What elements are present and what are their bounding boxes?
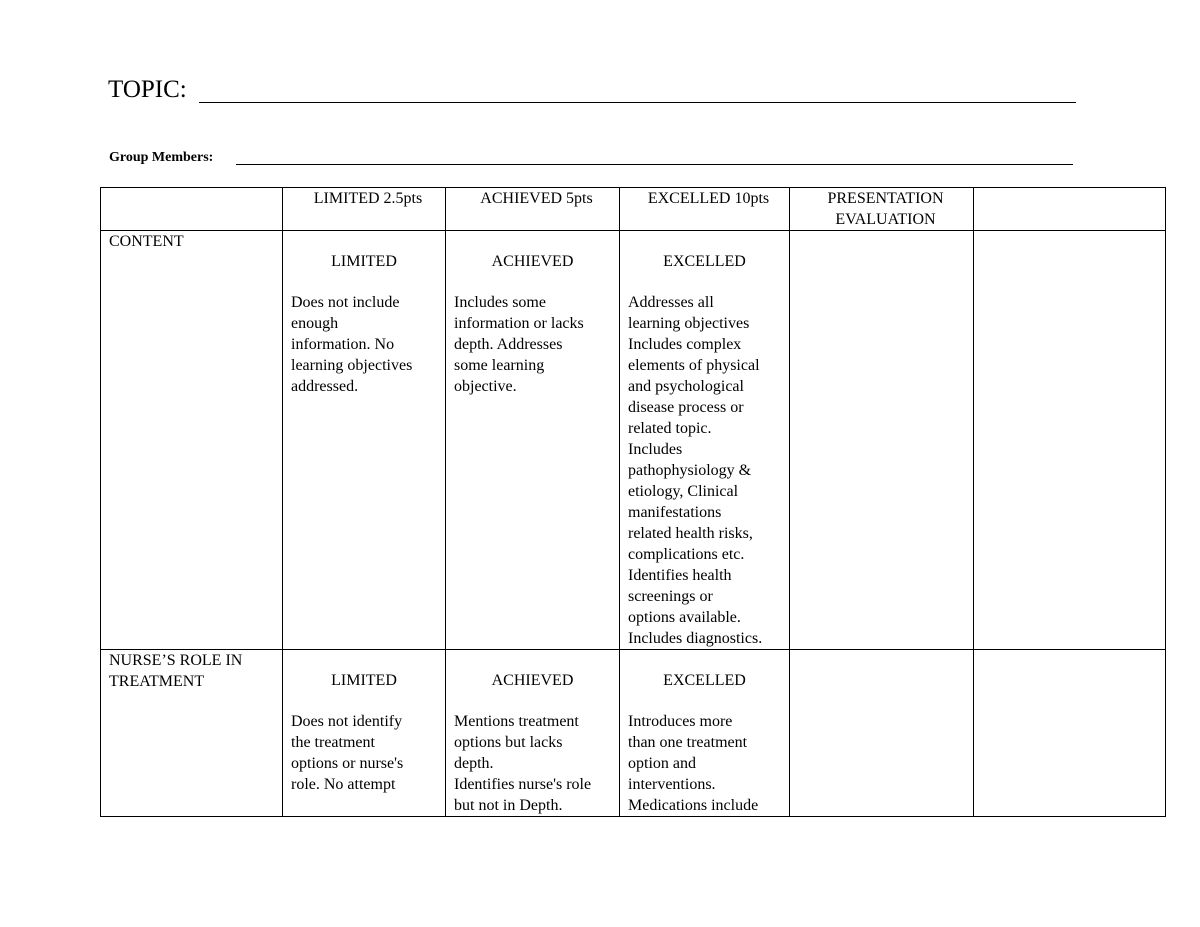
header-cell-limited: LIMITED 2.5pts bbox=[283, 188, 446, 231]
criteria-description: Does not identify the treatment options or nurse's role. No attempt bbox=[291, 713, 404, 793]
level-heading: EXCELLED bbox=[663, 672, 746, 689]
criteria-description: Does not include enough information. No learning objectives addressed. bbox=[291, 294, 413, 395]
rubric-header-row bbox=[101, 188, 1166, 231]
header-cell-achieved: ACHIEVED 5pts bbox=[446, 188, 620, 231]
header-cell-excelled: EXCELLED 10pts bbox=[620, 188, 790, 231]
topic-underline bbox=[199, 102, 1076, 103]
excelled-cell bbox=[620, 231, 790, 650]
level-heading: ACHIEVED bbox=[491, 253, 574, 270]
excelled-cell bbox=[620, 650, 790, 817]
limited-cell bbox=[283, 650, 446, 817]
achieved-cell bbox=[446, 231, 620, 650]
empty-cell bbox=[974, 231, 1166, 650]
group-members-underline bbox=[236, 164, 1073, 165]
table-row bbox=[101, 650, 1166, 817]
criteria-description: Mentions treatment options but lacks depth. Identifies nurse's role but not in Depth. bbox=[454, 713, 592, 814]
level-heading: ACHIEVED bbox=[491, 672, 574, 689]
row-label-cell bbox=[101, 231, 283, 650]
criteria-description: Introduces more than one treatment option and interventions. Medications include bbox=[628, 713, 759, 814]
presentation-evaluation-cell bbox=[790, 231, 974, 650]
row-label: NURSE’S ROLE IN TREATMENT bbox=[109, 652, 243, 690]
limited-cell bbox=[283, 231, 446, 650]
header-cell-presentation-evaluation: PRESENTATION EVALUATION bbox=[790, 188, 974, 231]
level-heading: LIMITED bbox=[331, 672, 397, 689]
row-label-cell bbox=[101, 650, 283, 817]
header-cell-blank bbox=[101, 188, 283, 231]
row-label: CONTENT bbox=[109, 233, 184, 250]
level-heading: LIMITED bbox=[331, 253, 397, 270]
criteria-description: Includes some information or lacks depth. Addresses some learning objective. bbox=[454, 294, 584, 395]
empty-cell bbox=[974, 650, 1166, 817]
criteria-description: Addresses all learning objectives Includes complex elements of physical and psychological disease process or related topic. Includes pathophysiology & etiology, Clinical manifestations related health risks, complications etc. Identifies health screenings or options available. Includes diagnostics. bbox=[628, 294, 763, 647]
achieved-cell bbox=[446, 650, 620, 817]
topic-label: TOPIC: bbox=[108, 76, 187, 103]
rubric-table bbox=[100, 187, 1166, 817]
header-cell-empty bbox=[974, 188, 1166, 231]
table-row bbox=[101, 231, 1166, 650]
presentation-evaluation-cell bbox=[790, 650, 974, 817]
group-members-label: Group Members: bbox=[109, 150, 214, 165]
level-heading: EXCELLED bbox=[663, 253, 746, 270]
